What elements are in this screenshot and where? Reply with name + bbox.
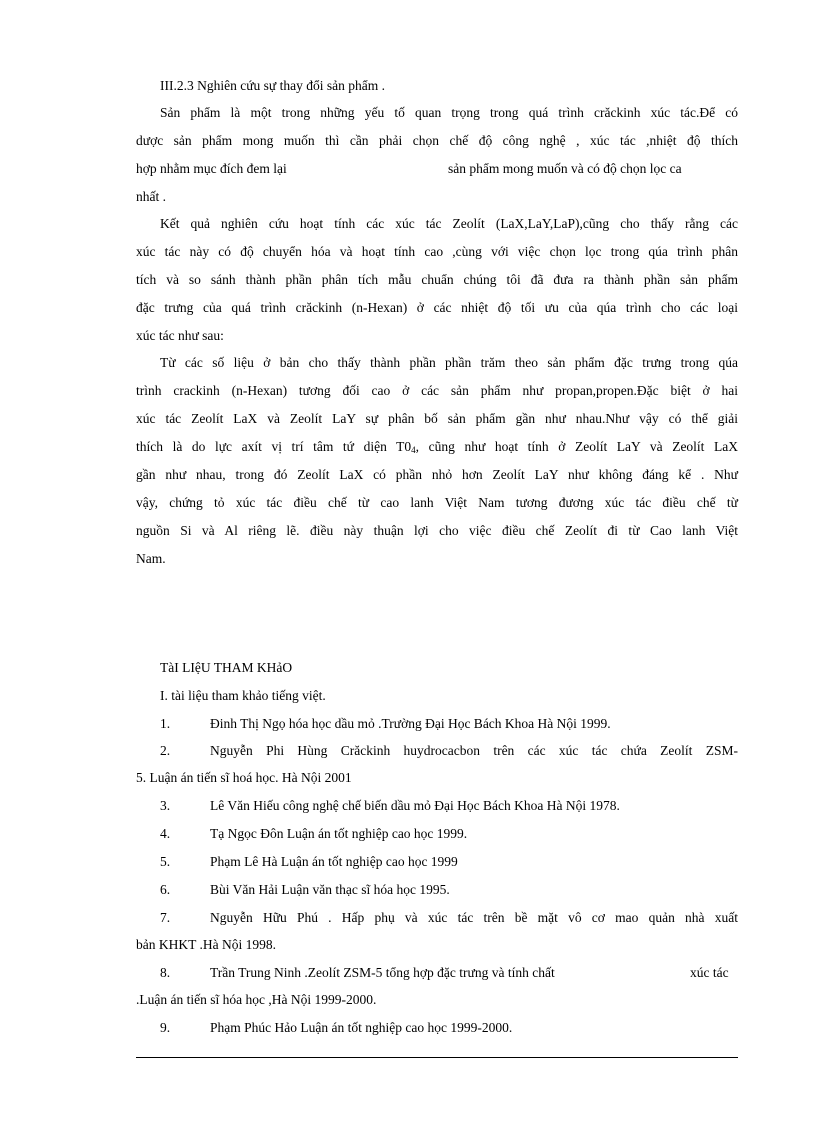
ref-text-tail: xúc tác	[690, 965, 729, 980]
ref-number: 1.	[160, 716, 171, 731]
para3-line-7: nguồn Si và Al riêng lẽ. điều này thuận lợi cho việc điều chế Zeolít đi từ Cao lanh Việt	[136, 523, 738, 538]
para2-line-1: Kết quả nghiên cứu hoạt tính các xúc tác Zeolít (LaX,LaY,LaP),cũng cho thấy rằng các	[160, 216, 738, 231]
ref-text-cont: 5. Luận án tiến sĩ hoá học. Hà Nội 2001	[136, 770, 352, 785]
para3-line-1: Từ các số liệu ở bản cho thấy thành phần phần trăm theo sản phẩm đặc trưng trong qúa	[160, 355, 738, 370]
para3-line-6: vậy, chứng tỏ xúc tác điều chế từ cao lanh Việt Nam tương đương xúc tác điều chế từ	[136, 495, 738, 510]
ref-text: Bùi Văn Hải Luận văn thạc sĩ hóa học 1995.	[210, 882, 450, 897]
para1-line-3b: sản phẩm mong muốn và có độ chọn lọc ca	[448, 161, 682, 176]
para1-line-4: nhất .	[136, 189, 166, 204]
ref-text: Đinh Thị Ngọ hóa học dầu mỏ .Trường Đại Học Bách Khoa Hà Nội 1999.	[210, 716, 611, 731]
references-title: TàI LIệU THAM KHảO	[160, 660, 293, 675]
para3-line-5: gần như nhau, trong đó Zeolít LaX có phần nhỏ hơn Zeolít LaY như không đáng kể . Như	[136, 467, 738, 482]
ref-number: 3.	[160, 798, 171, 813]
ref-number: 6.	[160, 882, 171, 897]
ref-text-cont: .Luận án tiến sĩ hóa học ,Hà Nội 1999-2000.	[136, 992, 377, 1007]
para3-line-8: Nam.	[136, 551, 166, 566]
para3-line-4-rest: , cũng như hoạt tính ở Zeolít LaY và Zeolít LaX	[415, 439, 739, 454]
references-subtitle: I. tài liệu tham khảo tiếng việt.	[160, 688, 326, 703]
ref-number: 9.	[160, 1020, 171, 1035]
ref-number: 7.	[160, 910, 171, 925]
ref-number: 2.	[160, 743, 171, 758]
ref-text: Tạ Ngọc Đôn Luận án tốt nghiệp cao học 1999.	[210, 826, 468, 841]
para2-line-3: tích và so sánh thành phần phân tích mẫu chuẩn chúng tôi đã đưa ra thành phần sản phẩm	[136, 272, 738, 287]
ref-text: Phạm Phúc Hảo Luận án tốt nghiệp cao học 1999-2000.	[210, 1020, 513, 1035]
para3-line-4	[136, 439, 738, 458]
ref-number: 8.	[160, 965, 171, 980]
footer-rule	[136, 1057, 738, 1058]
para2-line-5: xúc tác như sau:	[136, 328, 224, 343]
ref-text: Trần Trung Ninh .Zeolít ZSM-5 tổng hợp đặc trưng và tính chất	[210, 965, 555, 980]
ref-number: 4.	[160, 826, 171, 841]
ref-text: Phạm Lê Hà Luận án tốt nghiệp cao học 1999	[210, 854, 458, 869]
para1-line-3a: hợp nhằm mục đích đem lại	[136, 161, 287, 176]
para3-line-4-text: thích là do lực axít vị trí tâm tứ diện T0	[136, 439, 412, 454]
para1-line-1: Sản phẩm là một trong những yếu tố quan trọng trong quá trình crăckinh xúc tác.Để có	[160, 105, 738, 120]
ref-number: 5.	[160, 854, 171, 869]
section-heading: III.2.3 Nghiên cứu sự thay đổi sản phẩm .	[160, 78, 385, 93]
ref-text-cont: bản KHKT .Hà Nội 1998.	[136, 937, 276, 952]
ref-text: Lê Văn Hiếu công nghệ chế biến dầu mỏ Đại Học Bách Khoa Hà Nội 1978.	[210, 798, 620, 813]
para1-line-2: dược sản phẩm mong muốn thì cần phải chọn chế độ công nghệ , xúc tác ,nhiệt độ thích	[136, 133, 738, 148]
para2-line-4: đặc trưng của quá trình crăckinh (n-Hexan) ở các nhiệt độ tối ưu của qúa trình cho các loại	[136, 300, 738, 315]
para3-line-2: trình crackinh (n-Hexan) tương đối cao ở các sản phẩm như propan,propen.Đặc biệt ở hai	[136, 383, 738, 398]
para2-line-2: xúc tác này có độ chuyển hóa và hoạt tính cao ,cùng với việc chọn lọc trong qúa trình phân	[136, 244, 738, 259]
para3-line-3: xúc tác Zeolít LaX và Zeolít LaY sự phân bố sản phẩm gần như nhau.Như vậy có thể giải	[136, 411, 738, 426]
ref-text: Nguyễn Phi Hùng Crăckinh huydrocacbon trên các xúc tác chứa Zeolít ZSM-	[210, 743, 738, 758]
ref-text: Nguyễn Hữu Phú . Hấp phụ và xúc tác trên bề mặt vô cơ mao quản nhà xuất	[210, 910, 738, 925]
subscript-4: 4	[411, 445, 416, 455]
